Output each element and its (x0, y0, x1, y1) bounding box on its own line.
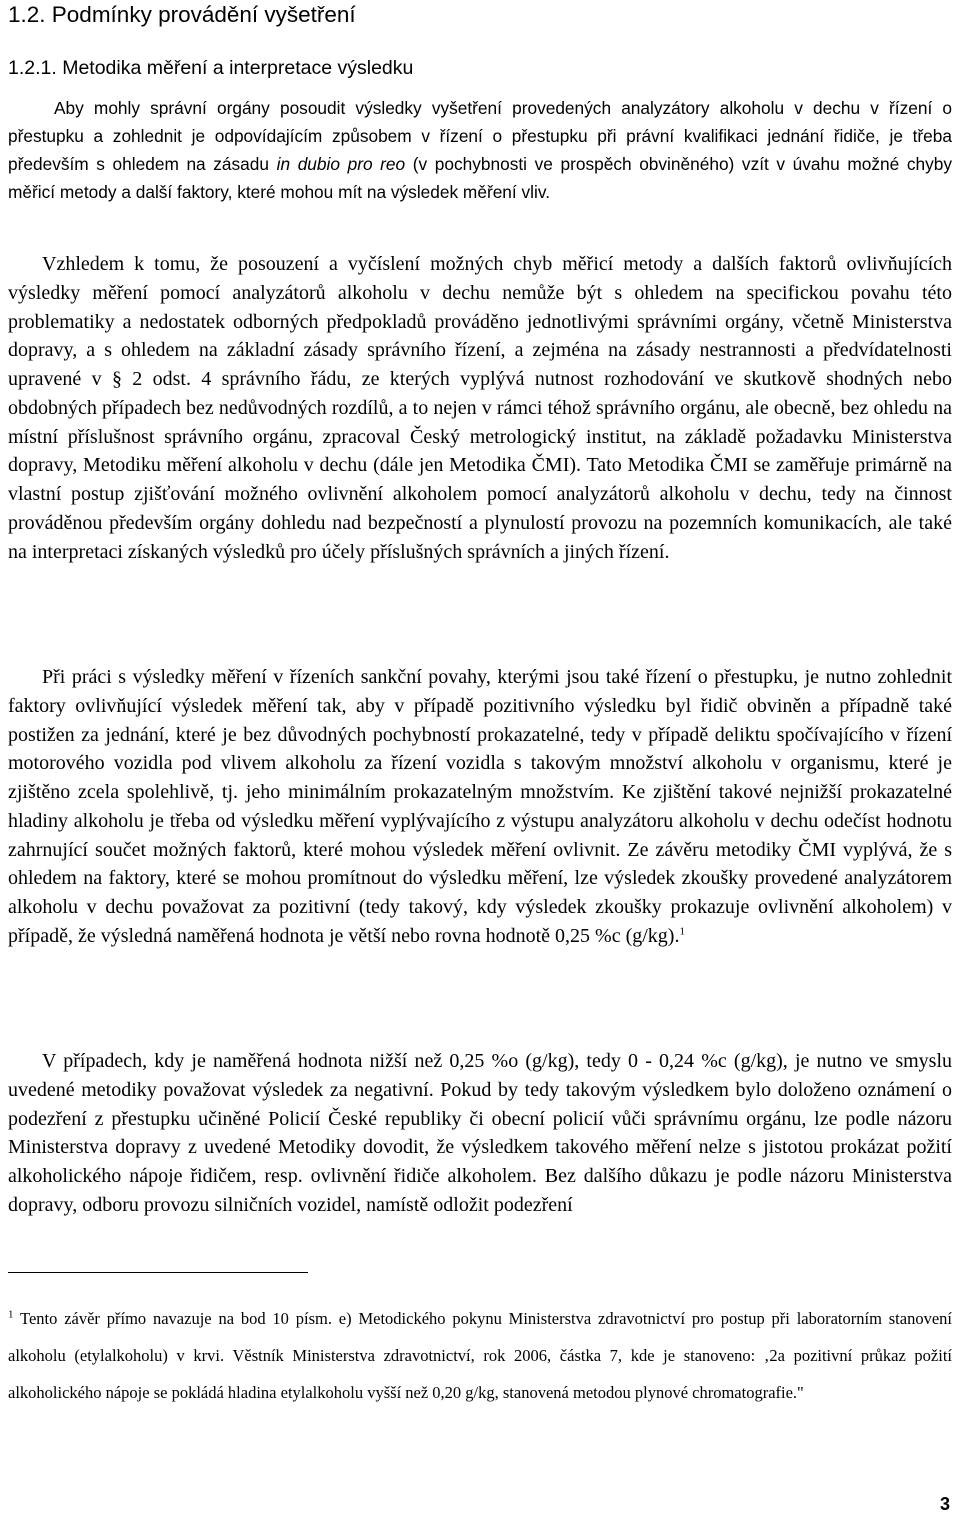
footnote-reference[interactable]: 1 (679, 925, 685, 938)
paragraph-negative-result: V případech, kdy je naměřená hodnota nižší než 0,25 %o (g/kg), tedy 0 - 0,24 %c (g/kg), je nutno ve smyslu uvedené metodiky považovat výsledek za negativní. Pokud by tedy takovým výsledkem bylo doloženo oznámení o podezření z přestupku učiněné Policií České republiky či obecní policií vůči správnímu orgánu, lze podle názoru Ministerstva dopravy z uvedené Metodiky dovodit, že výsledkem takového měření nelze s jistotou prokázat požití alkoholického nápoje řidičem, resp. ovlivnění řidiče alkoholem. Bez dalšího důkazu je podle názoru Ministerstva dopravy, odboru provozu silničních vozidel, namístě odložit podezření (8, 1050, 952, 1216)
paragraph-intro-text-1: Aby mohly správní orgány posoudit výsledky vyšetření provedených analyzátory alkoholu v dechu v řízení o přestupku a zohlednit je odpovídajícím způsobem v řízení o přestupku při právní kvalifikaci jednání řidiče, je třeba především s ohledem na zásadu (8, 98, 952, 174)
paragraph-methodology: Vzhledem k tomu, že posouzení a vyčíslení možných chyb měřicí metody a dalších faktorů ovlivňujících výsledky měření pomocí analyzátorů alkoholu v dechu nemůže být s ohledem na specifickou povahu této problematiky a nedostatek odborných předpokladů prováděno jednotlivými správními orgány, včetně Ministerstva dopravy, a s ohledem na základní zásady správního řízení, a zejména na zásady nestrannosti a předvídatelnosti upravené v § 2 odst. 4 správního řádu, ze kterých vyplývá nutnost rozhodování ve skutkově shodných nebo obdobných případech bez nedůvodných rozdílů, a to nejen v rámci téhož správního orgánu, ale obecně, bez ohledu na místní příslušnost správního orgánu, zpracoval Český metrologický institut, na základě požadavku Ministerstva dopravy, Metodiku měření alkoholu v dechu (dále jen Metodika ČMI). Tato Metodika ČMI se zaměřuje primárně na vlastní postup zjišťování možného ovlivnění alkoholem pomocí analyzátorů alkoholu v dechu, tedy na činnost prováděnou především orgány dohledu nad bezpečností a plynulostí provozu na pozemních komunikacích, ale také na interpretaci získaných výsledků pro účely příslušných správních a jiných řízení. (8, 253, 952, 563)
page-number: 3 (939, 1494, 950, 1514)
paragraph-positive-result-text: Při práci s výsledky měření v řízeních sankční povahy, kterými jsou také řízení o přestupku, je nutno zohlednit faktory ovlivňující výsledek měření tak, aby v případě pozitivního výsledku byl řidič obviněn a případně také postižen za jednání, které je bez důvodných pochybností prokazatelné, tedy v případě deliktu spočívajícího v řízení motorového vozidla pod vlivem alkoholu za řízení vozidla s takovým množství alkoholu v organismu, které je zjištěno zcela spolehlivě, tj. jeho minimálním prokazatelným množstvím. Ke zjištění takové nejnižší prokazatelné hladiny alkoholu je třeba od výsledku měření vyplývajícího z výstupu analyzátoru alkoholu v dechu odečíst hodnotu zahrnující součet možných faktorů, které mohou výsledek měření ovlivnit. Ze závěru metodiky ČMI vyplývá, že s ohledem na faktory, které se mohou promítnout do výsledku měření, lze výsledek zkoušky provedené analyzátorem alkoholu v dechu považovat za pozitivní (tedy takový, kdy výsledek zkoušky prokazuje ovlivnění alkoholem) v případě, že výsledná naměřená hodnota je větší nebo rovna hodnotě 0,25 %c (g/kg). (8, 666, 952, 947)
footnote-number: 1 (8, 1308, 14, 1321)
section-heading: 1.2. Podmínky provádění vyšetření (8, 2, 356, 27)
latin-phrase: in dubio pro reo (276, 154, 406, 174)
subsection-heading: 1.2.1. Metodika měření a interpretace výsledku (8, 57, 414, 79)
footnote-separator (8, 1272, 308, 1273)
paragraph-positive-result (8, 663, 952, 951)
footnote (8, 1300, 952, 1411)
paragraph-intro (8, 94, 952, 206)
footnote-text: Tento závěr přímo navazuje na bod 10 písm. e) Metodického pokynu Ministerstva zdravotnictví pro postup při laboratorním stanovení alkoholu (etylalkoholu) v krvi. Věstník Ministerstva zdravotnictví, rok 2006, částka 7, kde je stanoveno: ‚2a pozitivní průkaz požití alkoholického nápoje se pokládá hladina etylalkoholu vyšší než 0,20 g/kg, stanovená metodou plynové chromatografie." (8, 1309, 952, 1402)
paragraph-intro-text-2: (v pochybnosti ve prospěch obviněného) vzít v úvahu možné chyby měřicí metody a další faktory, které mohou mít na výsledek měření vliv. (8, 154, 952, 202)
